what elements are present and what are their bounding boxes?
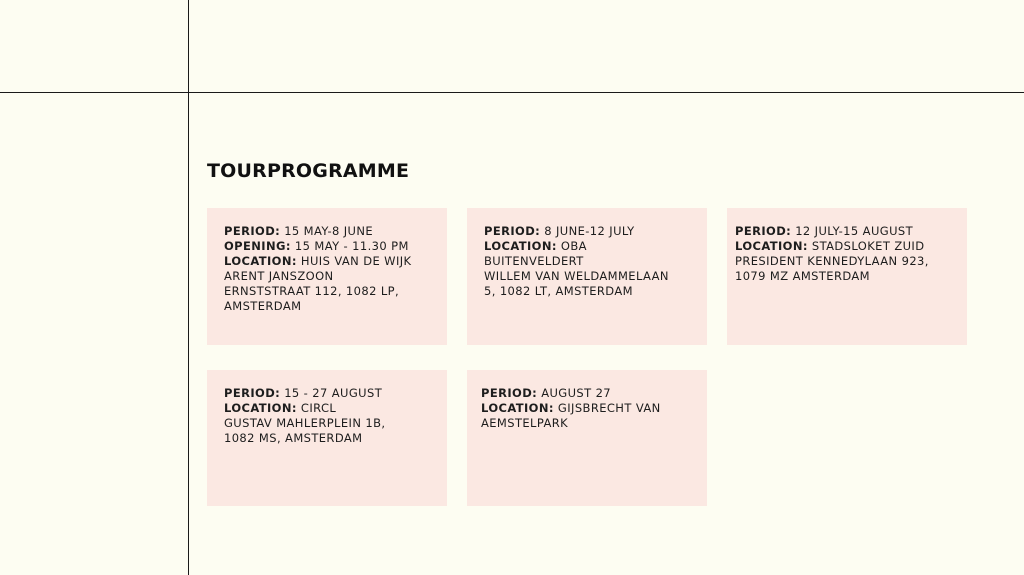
location-label: LOCATION: bbox=[224, 401, 297, 415]
opening-line bbox=[224, 239, 433, 254]
location-line bbox=[224, 254, 433, 314]
location-line bbox=[735, 239, 953, 284]
period-value: 15 - 27 AUGUST bbox=[280, 386, 383, 400]
location-label: LOCATION: bbox=[735, 239, 808, 253]
period-label: PERIOD: bbox=[481, 386, 538, 400]
period-value: AUGUST 27 bbox=[537, 386, 612, 400]
period-line bbox=[484, 224, 693, 239]
period-line bbox=[224, 386, 433, 401]
period-label: PERIOD: bbox=[735, 224, 792, 238]
location-line bbox=[481, 401, 693, 431]
location-label: LOCATION: bbox=[484, 239, 557, 253]
location-line bbox=[484, 239, 693, 299]
tour-stop-card-5 bbox=[467, 370, 707, 506]
location-label: LOCATION: bbox=[224, 254, 297, 268]
location-line bbox=[224, 401, 433, 446]
period-value: 12 JULY-15 AUGUST bbox=[791, 224, 914, 238]
period-label: PERIOD: bbox=[224, 224, 281, 238]
period-label: PERIOD: bbox=[224, 386, 281, 400]
opening-value: 15 MAY - 11.30 PM bbox=[290, 239, 409, 253]
tour-stop-card-1 bbox=[207, 208, 447, 345]
location-value: CIRCL GUSTAV MAHLERPLEIN 1B, 1082 MS, AMSTERDAM bbox=[224, 401, 386, 445]
tour-stop-card-3 bbox=[727, 208, 967, 345]
tour-stop-card-4 bbox=[207, 370, 447, 506]
period-line bbox=[224, 224, 433, 239]
location-value: GIJSBRECHT VAN AEMSTELPARK bbox=[481, 401, 661, 430]
horizontal-divider-line bbox=[0, 92, 1024, 93]
page-title: TOURPROGRAMME bbox=[207, 160, 410, 182]
vertical-divider-line bbox=[188, 0, 189, 575]
tour-stop-card-2 bbox=[467, 208, 707, 345]
period-value: 15 MAY-8 JUNE bbox=[280, 224, 374, 238]
period-line bbox=[735, 224, 953, 239]
period-line bbox=[481, 386, 693, 401]
opening-label: OPENING: bbox=[224, 239, 291, 253]
location-label: LOCATION: bbox=[481, 401, 554, 415]
location-value: OBA BUITENVELDERT WILLEM VAN WELDAMMELAAN 5, 1082 LT, AMSTERDAM bbox=[484, 239, 669, 298]
location-value: HUIS VAN DE WIJK ARENT JANSZOON ERNSTSTRAAT 112, 1082 LP, AMSTERDAM bbox=[224, 254, 412, 313]
period-value: 8 JUNE-12 JULY bbox=[540, 224, 635, 238]
period-label: PERIOD: bbox=[484, 224, 541, 238]
location-value: STADSLOKET ZUID PRESIDENT KENNEDYLAAN 923, 1079 MZ AMSTERDAM bbox=[735, 239, 929, 283]
